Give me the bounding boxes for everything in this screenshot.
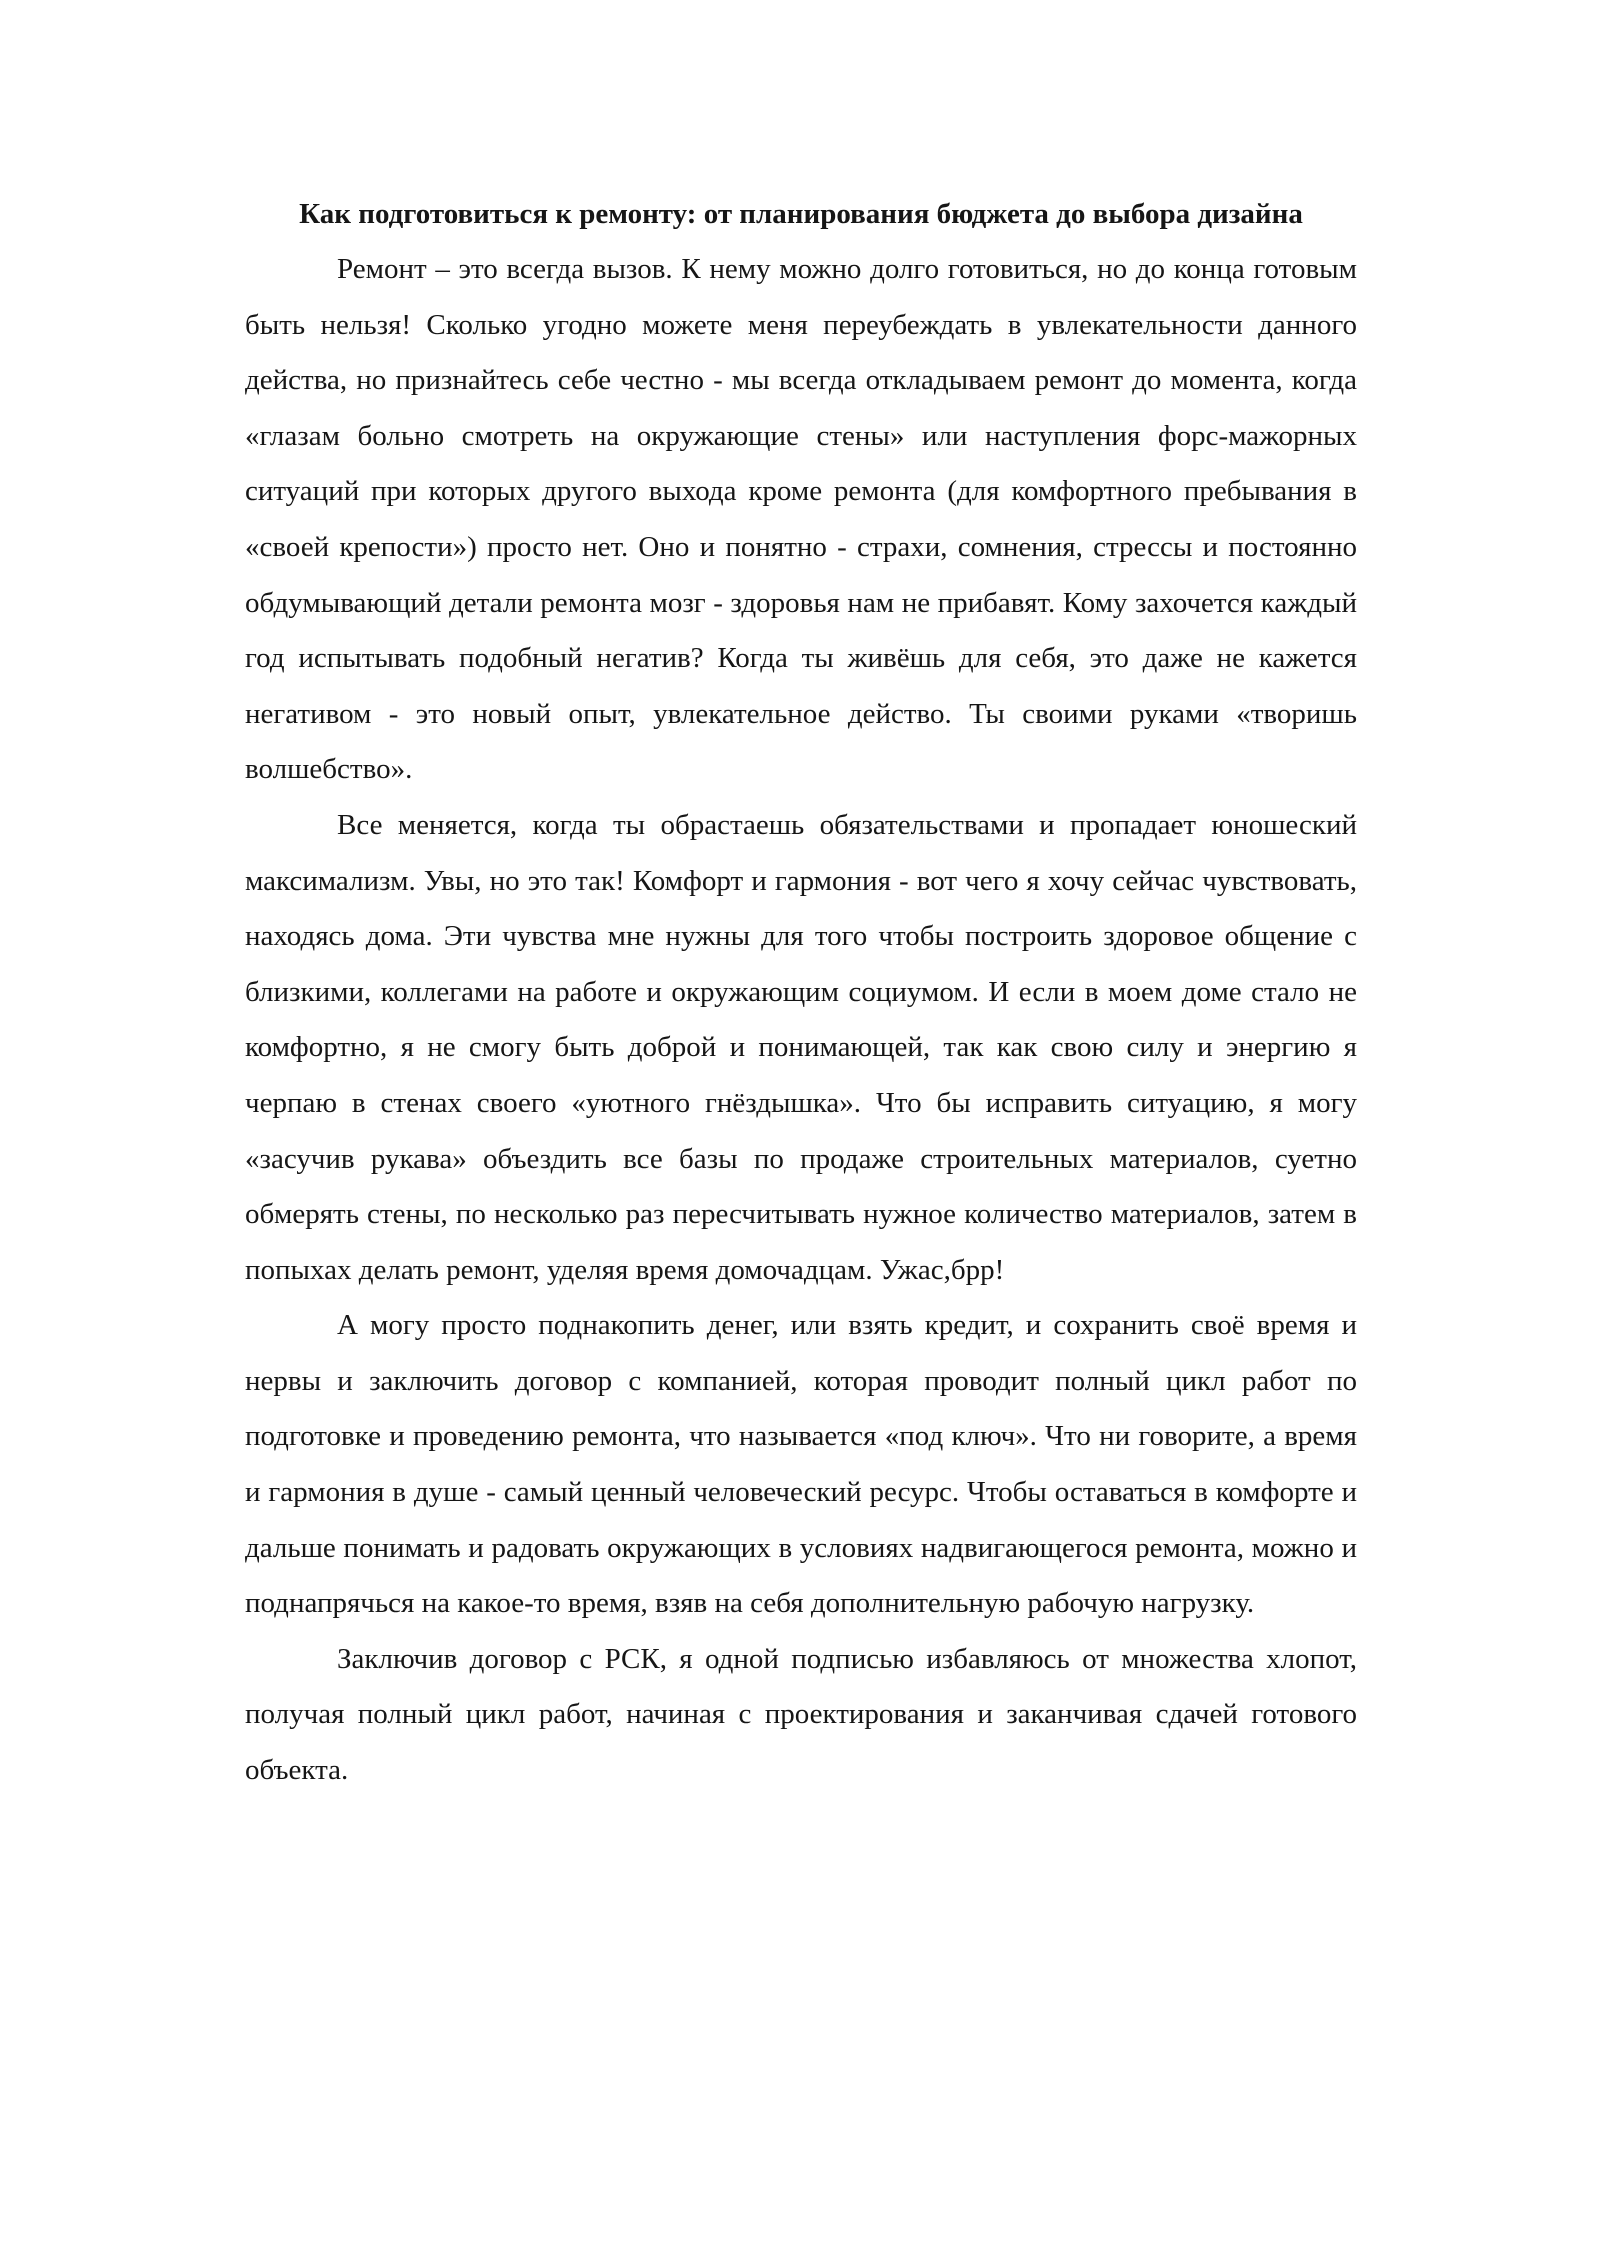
document-title: Как подготовиться к ремонту: от планирования бюджета до выбора дизайна (299, 198, 1303, 230)
paragraph-3: А могу просто поднакопить денег, или взять кредит, и сохранить своё время и нервы и заключить договор с компанией, которая проводит полный цикл работ по подготовке и проведению ремонта, что называется «под ключ». Что ни говорите, а время и гармония в душе - самый ценный человеческий ресурс. Чтобы оставаться в комфорте и дальше понимать и радовать окружающих в условиях надвигающегося ремонта, можно и поднапрячься на какое-то время, взяв на себя дополнительную рабочую нагрузку. (245, 1309, 1357, 1620)
paragraph-1: Ремонт – это всегда вызов. К нему можно долго готовиться, но до конца готовым быть нельзя! Сколько угодно можете меня переубеждать в увлекательности данного действа, но признайтесь себе честно - мы всегда откладываем ремонт до момента, когда «глазам больно смотреть на окружающие стены» или наступления форс-мажорных ситуаций при которых другого выхода кроме ремонта (для комфортного пребывания в «своей крепости») просто нет. Оно и понятно - страхи, сомнения, стрессы и постоянно обдумывающий детали ремонта мозг - здоровья нам не прибавят. Кому захочется каждый год испытывать подобный негатив? Когда ты живёшь для себя, это даже не кажется негативом - это новый опыт, увлекательное действо. Ты своими руками «творишь волшебство». (245, 253, 1357, 786)
paragraph-4: Заключив договор с РСК, я одной подписью избавляюсь от множества хлопот, получая полный цикл работ, начиная с проектирования и заканчивая сдачей готового объекта. (245, 1642, 1357, 1787)
paragraph-2: Все меняется, когда ты обрастаешь обязательствами и пропадает юношеский максимализм. Увы, но это так! Комфорт и гармония - вот чего я хочу сейчас чувствовать, находясь дома. Эти чувства мне нужны для того чтобы построить здоровое общение с близкими, коллегами на работе и окружающим социумом. И если в моем доме стало не комфортно, я не смогу быть доброй и понимающей, так как свою силу и энергию я черпаю в стенах своего «уютного гнёздышка». Что бы исправить ситуацию, я могу «засучив рукава» объездить все базы по продаже строительных материалов, суетно обмерять стены, по несколько раз пересчитывать нужное количество материалов, затем в попыхах делать ремонт, уделяя время домочадцам. Ужас,брр! (245, 808, 1357, 1286)
document-body (245, 186, 1357, 1799)
